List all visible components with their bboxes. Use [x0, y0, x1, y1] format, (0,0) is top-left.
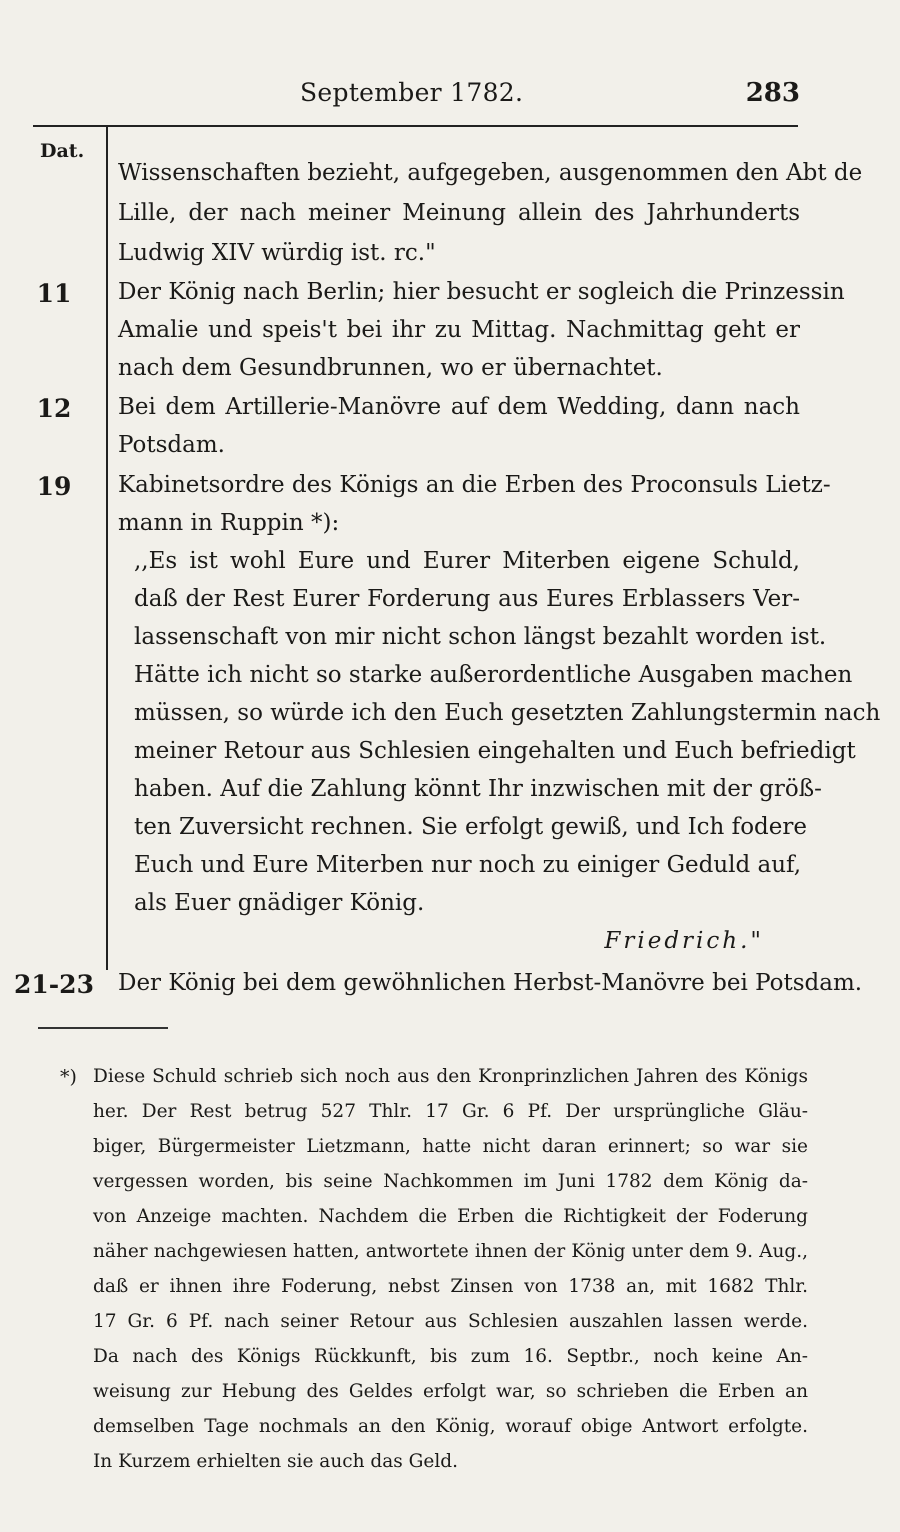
text-line: Der König bei dem gewöhnlichen Herbst-Manövre bei Potsdam. [118, 970, 863, 996]
letter-line: haben. Auf die Zahlung könnt Ihr inzwischen mit der größ- [134, 776, 822, 802]
text-line: Bei dem Artillerie-Manövre auf dem Wedding, dann nach [118, 394, 800, 420]
footnote-line: daß er ihnen ihre Foderung, nebst Zinsen von 1738 an, mit 1682 Thlr. [93, 1276, 808, 1297]
running-head-title: September 1782. [300, 78, 524, 107]
entry-date: 11 [36, 279, 72, 308]
entry-date: 12 [36, 394, 72, 423]
letter-line: müssen, so würde ich den Euch gesetzten Zahlungstermin nach [134, 700, 881, 726]
footnote-line: demselben Tage nochmals an den König, worauf obige Antwort erfolgte. [93, 1416, 808, 1437]
footnote-line: 17 Gr. 6 Pf. nach seiner Retour aus Schlesien auszahlen lassen werde. [93, 1311, 808, 1332]
text-line: mann in Ruppin *): [118, 510, 340, 536]
entry-date: 19 [36, 472, 72, 501]
letter-line: ten Zuversicht rechnen. Sie erfolgt gewiß, und Ich fodere [134, 814, 807, 840]
header-rule [33, 125, 798, 127]
footnote-rule [38, 1027, 168, 1029]
footnote-line: Diese Schuld schrieb sich noch aus den Kronprinzlichen Jahren des Königs [93, 1066, 808, 1087]
date-column-rule [106, 127, 108, 970]
text-line: Kabinetsordre des Königs an die Erben des Proconsuls Lietz- [118, 472, 831, 498]
letter-line: Euch und Eure Miterben nur noch zu einiger Geduld auf, [134, 852, 802, 878]
text-line: Lille, der nach meiner Meinung allein des Jahrhunderts [118, 200, 800, 226]
text-line: Amalie und speis't bei ihr zu Mittag. Nachmittag geht er [118, 317, 800, 343]
text-line: Potsdam. [118, 432, 225, 458]
text-line: Ludwig XIV würdig ist. rc." [118, 240, 436, 266]
text-line: nach dem Gesundbrunnen, wo er übernachtet. [118, 355, 663, 381]
footnote-line: Da nach des Königs Rückkunft, bis zum 16. Septbr., noch keine An- [93, 1346, 808, 1367]
footnote-line: näher nachgewiesen hatten, antwortete ihnen der König unter dem 9. Aug., [93, 1241, 808, 1262]
letter-line: ,,Es ist wohl Eure und Eurer Miterben eigene Schuld, [134, 548, 800, 574]
footnote-line: weisung zur Hebung des Geldes erfolgt war, so schrieben die Erben an [93, 1381, 808, 1402]
letter-signature: Friedrich." [604, 928, 764, 954]
text-line: Der König nach Berlin; hier besucht er sogleich die Prinzessin [118, 279, 845, 305]
running-head [0, 78, 900, 118]
text-line: Wissenschaften bezieht, aufgegeben, ausgenommen den Abt de [118, 160, 863, 186]
letter-line: meiner Retour aus Schlesien eingehalten und Euch befriedigt [134, 738, 856, 764]
letter-line: als Euer gnädiger König. [134, 890, 425, 916]
footnote-line: her. Der Rest betrug 527 Thlr. 17 Gr. 6 Pf. Der ursprüngliche Gläu- [93, 1101, 808, 1122]
footnote-mark: *) [60, 1066, 77, 1088]
footnote-line: In Kurzem erhielten sie auch das Geld. [93, 1451, 459, 1472]
footnote-line: vergessen worden, bis seine Nachkommen im Juni 1782 dem König da- [93, 1171, 808, 1192]
letter-line: Hätte ich nicht so starke außerordentliche Ausgaben machen [134, 662, 853, 688]
footnote-line: von Anzeige machten. Nachdem die Erben die Richtigkeit der Foderung [93, 1206, 808, 1227]
entry-date: 21-23 [14, 970, 94, 999]
letter-line: daß der Rest Eurer Forderung aus Eures Erblassers Ver- [134, 586, 800, 612]
date-column-label: Dat. [40, 140, 85, 162]
letter-line: lassenschaft von mir nicht schon längst bezahlt worden ist. [134, 624, 827, 650]
page-number: 283 [745, 78, 800, 108]
footnote-line: biger, Bürgermeister Lietzmann, hatte nicht daran erinnert; so war sie [93, 1136, 808, 1157]
